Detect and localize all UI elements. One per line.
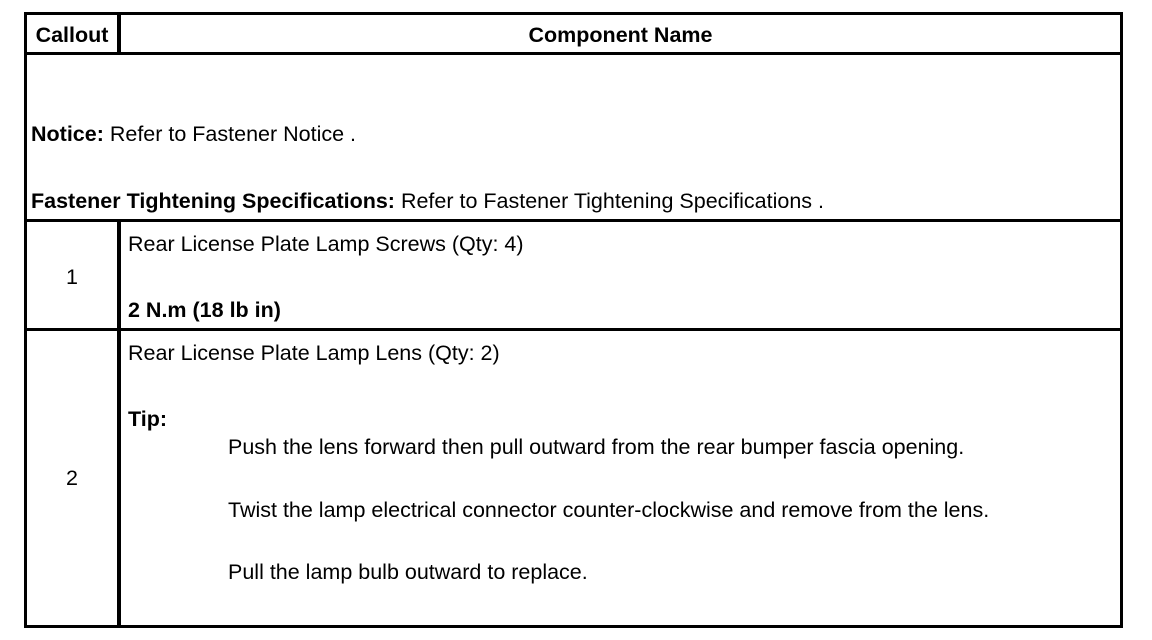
row-1-torque-spec: 2 N.m (18 lb in)	[128, 298, 281, 322]
notice-divider	[24, 219, 1123, 222]
row-1-component-name: Rear License Plate Lamp Screws (Qty: 4)	[128, 232, 524, 256]
header-callout: Callout	[35, 23, 109, 47]
notice-label: Notice:	[31, 122, 104, 146]
fastener-spec-line	[31, 188, 824, 214]
notice-line	[31, 121, 356, 147]
fastener-spec-text: Refer to Fastener Tightening Specifications .	[394, 189, 825, 213]
row-2-tip-step-3: Pull the lamp bulb outward to replace.	[228, 560, 588, 584]
row-2-tip-label: Tip:	[128, 407, 168, 431]
row-2-tip-step-2: Twist the lamp electrical connector counter-clockwise and remove from the lens.	[228, 498, 990, 522]
header-component-name: Component Name	[528, 23, 713, 47]
row-2-component-name: Rear License Plate Lamp Lens (Qty: 2)	[128, 341, 500, 365]
row-1-callout: 1	[66, 265, 78, 289]
procedure-table	[24, 12, 1123, 628]
row-divider	[24, 328, 1123, 331]
fastener-spec-label: Fastener Tightening Specifications:	[31, 189, 395, 213]
body-column-divider	[117, 219, 121, 628]
notice-text: Refer to Fastener Notice .	[103, 122, 357, 146]
header-divider	[24, 52, 1123, 55]
row-2-tip-step-1: Push the lens forward then pull outward from the rear bumper fascia opening.	[228, 435, 965, 459]
row-2-callout: 2	[66, 466, 78, 490]
